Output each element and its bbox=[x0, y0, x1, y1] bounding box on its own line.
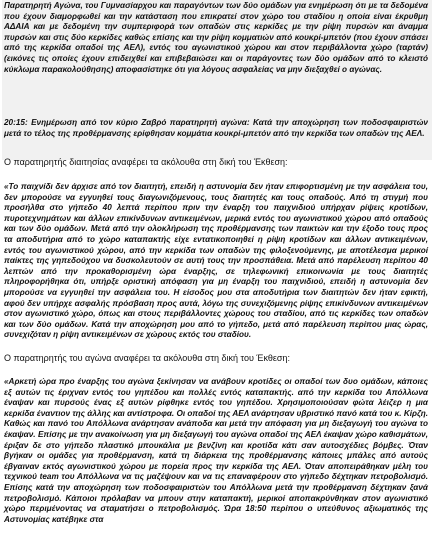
quote-referee-observer-report: «Το παιχνίδι δεν άρχισε από τον διαιτητή, επειδή η αστυνομία δεν ήταν επιφορτισμένη με την ασφάλεια του, δεν μπορούσε να εγγυηθεί τους διαγωνιζόμενους, τους διαιτητές και τους οπαδούς. Από τη στιγμή που προσήλθα στο γήπεδο 40 λεπτά περίπου πριν την έναρξη του παιχνιδιού υπήρχαν ρίψεις κροτίδων, πυροτεχνημάτων και άλλων επικίνδυνων αντικειμένων, μερικά εντός του αγωνιστικού χώρου από οπαδούς και των δύο ομάδων. Μετά από την ολοκλήρωση της προθέρμανσης των παικτών και την έξοδο τους προς τα αποδυτήρια από το χώρο καταπακτής είχε εντατικοποιηθεί η ρίψη κροτίδων και άλλων αντικειμένων, εντός του αγωνιστικού χώρου, από την κερκίδα των οπαδών της φιλοξενούμενης, με αποτέλεσμα μερικοί παίκτες της γηπεδούχου να δυσκολευτούν σε αυτή τους την προσπάθεια. Μετά από παρέλευση περίπου 40 λεπτών από την προκαθορισμένη ώρα έναρξης, σε τηλεφωνική επικοινωνία με τους διαιτητές πληροφορήθηκα ότι, υπήρξε οριστική απόφαση για μη έναρξη του παιχνιδιού, επειδή η αστυνομία δεν μπορούσε να εγγυηθεί την ασφάλεια του. Η είσοδος μου στα αποδυτήρια των διαιτητών δεν ήταν εφικτή, αφού δεν υπήρχε ασφαλής πρόσβαση προς αυτά, λόγω της συνεχιζόμενης ρίψης επικίνδυνων αντικειμένων στον αγωνιστικό χώρο, όπως και στους περιβάλλοντες χώρους του σταδίου, από τις κερκίδες των οπαδών και των δύο ομάδων. Κατά την αποχώρηση μου από το γήπεδο, μετά από παρέλευση περίπου μιας ώρας, συνεχιζόταν η ρίψη αντικειμένων σε χώρους εκτός του σταδίου. bbox=[4, 182, 428, 340]
paragraph-timestamp-update: 20:15: Ενημέρωση από τον κύριο Ζαβρό παρατηρητή αγώνα: Κατά την αποχώρηση των ποδοσφαιριστών μετά το τέλος της προθέρμανσης ερίφθησαν κομμάτια κουκρί-μπετόν από την κερκίδα των οπαδών της ΑΕΛ. bbox=[4, 118, 428, 138]
paragraph-intro-match-observer: Ο παρατηρητής του αγώνα αναφέρει τα ακόλουθα στη δική του Έκθεση: bbox=[4, 353, 290, 363]
quote-match-observer-report: «Αρκετή ώρα προ έναρξης του αγώνα ξεκίνησαν να ανάβουν κροτίδες οι οπαδοί των δυο ομάδων, κάποιες εξ αυτών τις έριχναν εντός του γηπέδου και πολλές εντός καταπακτής. από την κερκίδα του Απόλλωνα έναψαν και πυρσούς ένας εξ αυτών ρίφθηκε εντός του γηπέδου. Χρησιμοποιούσαν φώτα λέιζερ η μια κερκίδα έναντιον της άλλης και αντίστροφα. Οι οπαδοί της ΑΕΛ ανάρτησαν υβριστικό πανό κατά του κ. Κίρζη. Καθώς και πανό του Απόλλωνα ανάρτησαν ανάποδα και μετά την απόφαση για μη διεξαγωγή του αγώνα το έκαψαν. Επίσης με την ανακοίνωση για μη διεξαγωγή του αγώνα οπαδοί της ΑΕΛ έκαψαν χώρο καθισμάτων, έριξαν δε στο γήπεδο πλαστικό μπουκάλια με βενζίνη και κροτίδα κάτι σαν αυτοσχέδιες βόμβες. Όταν βγήκαν οι ομάδες για προθέρμανση, κατά τη διάρκεια της προθέρμανσης κάποιες μπάλες από αυτούς έβγαιναν εκτός αγωνιστικού χώρου με πορεία προς την κερκίδα της ΑΕΛ. Όταν αποπειράθηκαν μέλη του τεχνικού team του Απόλλωνα να τις μαζέψουν και να τις επαναφέρουν στο γήπεδο δέχτηκαν πετροβολισμό. Επίσης κατά την αποχώρηση των ποδοσφαιριστών του Απόλλωνα μετά την προθέρμανση δέχτηκαν ξανά πετροβολισμό. Κάποιοι πρόλαβαν να μπουν στην καταπακτή, μερικοί αποπακρύνθηκαν στον αγωνιστικό χώρο περιμένοντας να σταματήσει ο πετροβολισμός. Ώρα 18:50 περίπου ο υπεύθυνος αξιωματικός της Αστυνομίας κατέβηκε στα bbox=[4, 377, 428, 524]
paragraph-decision: Παρατηρητή Αγώνα, του Γυμνασίαρχου και παραγόντων των δύο ομάδων για ενημέρωση ότι με τα δεδομένα που έχουν διαμορφωθεί και την κατάσταση που επικρατεί στον χώρο του σταδίου η οποία είναι έκρυθμη ΑΔΑΙΑ και με δεδομένη την συμπεριφορά των οπαδών στις κερκίδες με την ρίψη πυρσών και άναμμα πυρσών και στις δύο κερκίδες καθώς επίσης και την ρίψη κομματιών από κουκρί-μπετόν (που έχουν σπάσει από της κερκίδα οπαδοί της ΑΕΛ), εντός του αγωνιστικού χώρου και στον περιβάλλοντα χώρο (ταρτάν) (εικόνες τις οποίες έχουν επιδειχθεί και επιβεβαιώσει και οι παράγοντες των δύο ομάδων από το κλειστό κύκλωμα παρακολούθησης) αποφασίστηκε ότι για λόγους ασφαλείας να μην διεξαχθεί ο αγώνας. bbox=[4, 1, 428, 74]
paragraph-intro-referee-observer: Ο παρατηρητής διαιτησίας αναφέρει τα ακόλουθα στη δική του Έκθεση: bbox=[4, 157, 288, 167]
